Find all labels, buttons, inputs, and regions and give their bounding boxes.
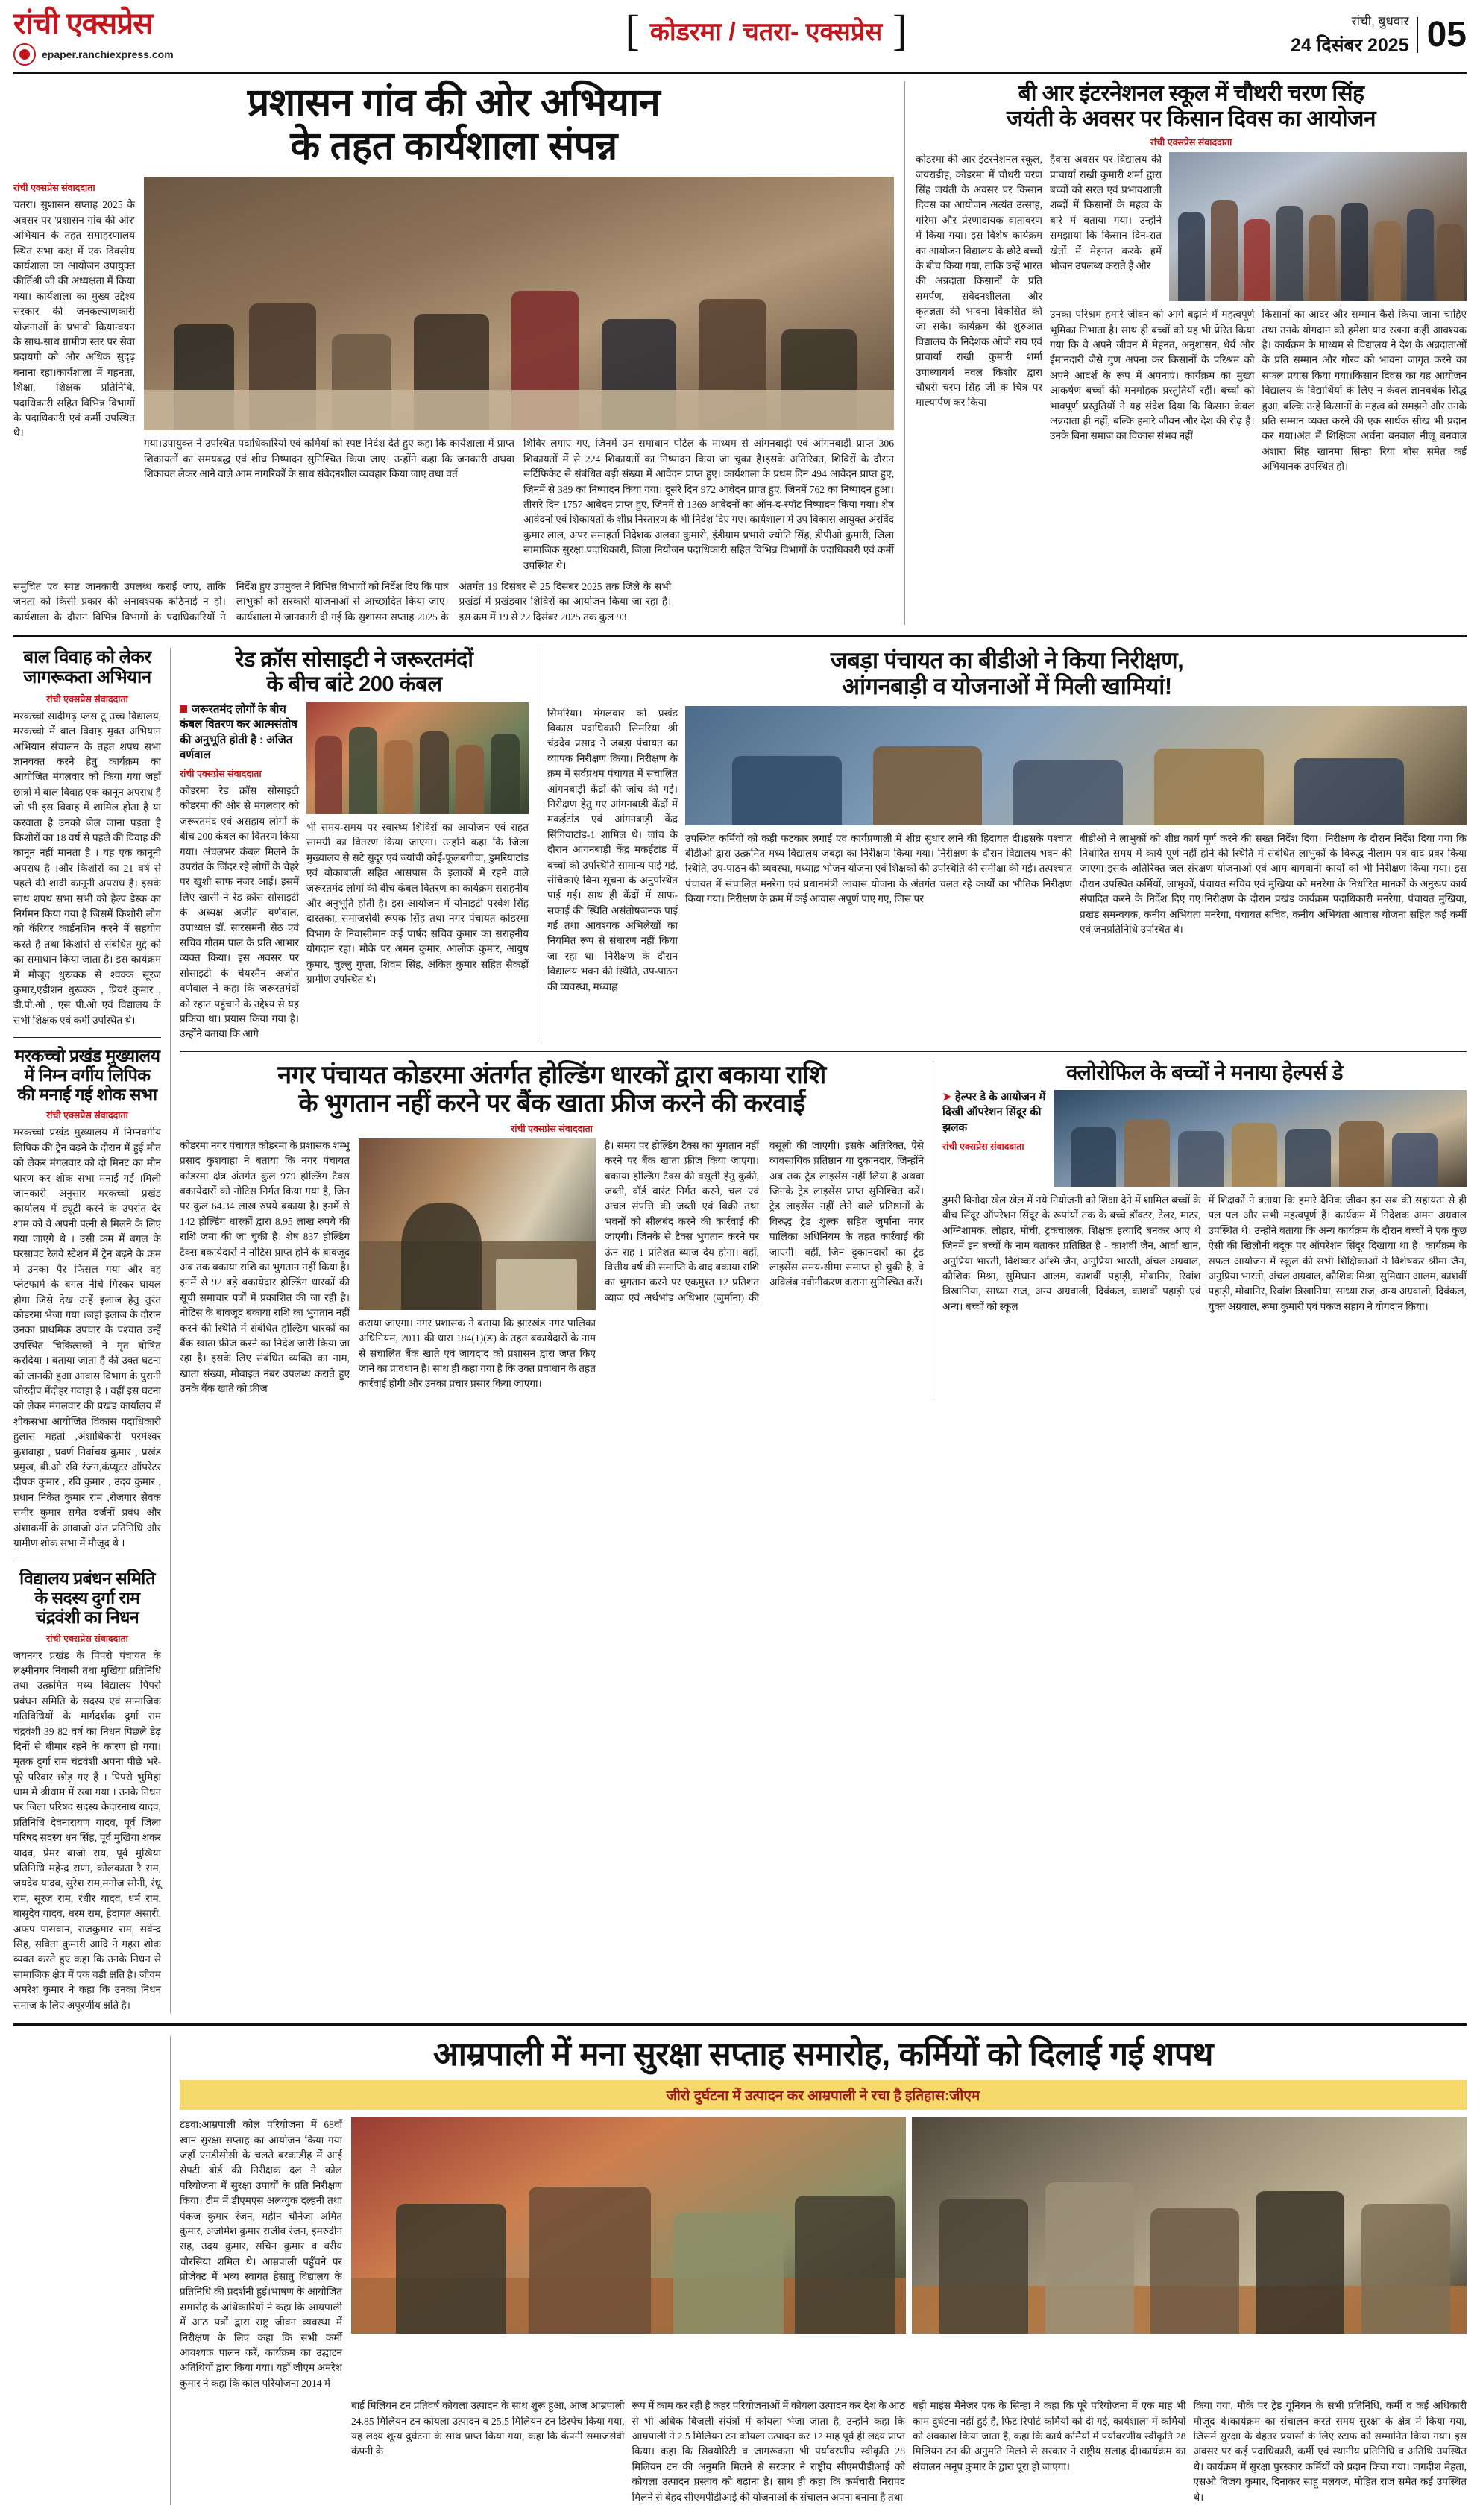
red-cross-col-1: कोडरमा रेड क्रॉस सोसाइटी कोडरमा की ओर से मंगलवार को जरूरतमंद एवं असहाय लोगों के बीच 200 कंबल का वितरण किया गया। अंचलभर कंबल मिलने के उपरांत के जिंदर रहे लोगों के चेहरे पर खुशी साफ नजर आई। इसमें लिए खासी ने रेड क्रॉस सोसाइटी के अध्यक्ष अजीत बर्णवाल, उपाध्यक्ष डॉ. सारसमनी सेठ एवं सचिव गौतम पाल के प्रति आभार व्यक्त किया। इस अवसर पर सोसाइटी के चेयरमैन अजीत वर्णवाल ने कहा कि जरूरतमंदों को रहात पहुंचाने के उद्देश्य से यह प्रकिया था। प्रयास किया गया है। उन्होंने बताया कि आगे — [180, 785, 299, 1040]
left-column — [13, 648, 170, 2013]
nagar-panchayat-story — [180, 1061, 933, 1397]
durga-ram-byline: रांची एक्सप्रेस संवाददाता — [46, 1633, 128, 1644]
logo-mark-icon — [13, 43, 36, 66]
amrapali-band: जीरो दुर्घटना में उत्पादन कर आम्रपाली ने रचा है इतिहास:जीएम — [180, 2080, 1467, 2110]
amrapali-story — [170, 2036, 1467, 2505]
top-section — [13, 81, 1467, 625]
bal-vivah-story — [13, 648, 161, 1028]
shok-sabha-headline: मरकच्चो प्रखंड मुख्यालय में निम्न वर्गीय लिपिक की मनाई गई शोक सभा — [14, 1046, 160, 1104]
bal-vivah-body: मरकच्चो सादीगढ़ प्लस टू उच्च विद्यालय, मरकच्चो में बाल विवाह मुक्त अभियान अभियान संचालन के तहत शपथ सभा ज्ञानवक्त करने हेतु कार्यक्रम का आयोजित मंगलवार को किया गया जहाँ छात्रों में बाल विवाह एक कानून अपराध है जो भी इस विवाह में शामिल होता है या करवाता है उनको जेल जाना पड़ता है किशोरों का 18 वर्ष से पहले की विवाह की कानून नहीं मानता है । यह एक कानूनी अपराध है ।और किशोरों का 21 वर्ष से पहले की शादी कानूनी अपराध है। इसके साथ शपथ सभा सभी को हेल्प डेस्क का निर्गमन किया गया है जिसमें किशोरी लोग को कॅरियर कार्डनशिन करने में सहयोग करते हैं तथा किशोरों से संबंधित मुद्दे को का समाधान किया जाता है। इस कार्यक्रम में मौजूद धुरूक्क से श्वक्क सूरज कुमार,एडीशन धुरूक्क , प्रियरं कुमार , डी.पी.ओ , एस पी.ओ एवं विद्यालय के सभी शिक्षक एवं कर्मी उपस्थित थे। — [13, 710, 161, 1026]
chlorophyll-kicker: ➤ हेल्पर डे के आयोजन में दिखी ऑपरेशन सिंदूर की झलक — [942, 1091, 1046, 1134]
date-block — [1221, 9, 1467, 57]
jabra-photo — [685, 706, 1467, 825]
shok-sabha-story — [13, 1047, 161, 1551]
br-school-photo — [1169, 152, 1467, 301]
publish-date: 24 दिसंबर 2025 — [1291, 35, 1409, 56]
br-school-col-3: उनका परिश्रम हमारे जीवन को आगे बढ़ाने में महत्वपूर्ण भूमिका निभाता है। साथ ही बच्चों को यह भी प्रेरित किया गया कि वे अपने जीवन में मेहनत, अनुशासन, धैर्य और ईमानदारी जैसे गुण अपना कर किसानों के परिश्रम को अपने आदर्श के रूप में अपनाएं। कार्यक्रम का मुख्य आकर्षण बच्चों की मनमोहक प्रस्तुतियाँ रहीं। बच्चों को भावपूर्ण प्रस्तुतियों ने यह संदेश दिया कि किसान केवल अन्नदाता ही नहीं, बल्कि हमारे जीवन और देश की रीढ़ हैं। उनके बिना समाज का विकास संभव नहीं — [1050, 309, 1255, 442]
page-number: 05 — [1417, 17, 1467, 53]
durga-ram-headline: विद्यालय प्रबंधन समिति के सदस्य दुर्गा राम चंद्रवंशी का निधन — [19, 1569, 155, 1627]
nagar-col-1: कोडरमा नगर पंचायत कोडरमा के प्रशासक शम्भु प्रसाद कुशवाहा ने बताया कि नगर पंचायत कोडरमा क्षेत्र अंतर्गत कुल 979 होल्डिंग टैक्स बकायेदारों को नोटिस निर्गत किया गया है, जिन पर कुल 64.34 लाख रुपये बकाया है। इनमें से 142 होल्डिंग धारकों द्वारा 8.95 लाख रुपये की राशि जमा की जा चुकी है। शेष 837 होल्डिंग टैक्स बकायेदारों ने नोटिस प्राप्त होने के बावजूद अब तक बकाया राशि का भुगतान नहीं किया है। इनमें से 92 बड़े बकायेदार होल्डिंग धारकों की सूची समाचार पत्रों में प्रकाशित की जा रही है। नोटिस के बावजूद बकाया राशि का भुगतान नहीं करने की स्थिति में संबंधित होल्डिंग धारकों का बैंक खाता फ्रीज करने का निर्देश जारी किया जा रहा है। इसके लिए संबंधित व्यक्ति का नाम, खाता संख्या, मोबाइल नंबर उपलब्ध कराते हुए उनके बैंक खाते को फ्रीज — [180, 1139, 350, 1395]
bullet-square-icon — [180, 705, 187, 713]
masthead — [13, 6, 1467, 74]
chlorophyll-photo — [1054, 1090, 1467, 1187]
nagar-panchayat-photo — [359, 1138, 596, 1310]
jabra-story — [538, 648, 1467, 1042]
chlorophyll-byline: रांची एक्सप्रेस संवाददाता — [942, 1141, 1024, 1152]
nagar-col-3: है। समय पर होल्डिंग टैक्स का भुगतान नहीं करने पर बैंक खाता फ्रीज किया जाएगा। बकाया होल्डिंग टैक्स की वसूली हेतु कुर्की, जब्ती, वॉर्ड वारंट निर्गत करने, चल एवं अचल संपत्ति की जब्ती एवं बिक्री तथा भवनों को सीलबंद करने की कार्रवाई की जाएगी। जिनके से टैक्स भुगतान करने पर ऊंन राह 1 प्रतिशत ब्याज देय होगा। वहीं, वित्तीय वर्ष की समाप्ति के बाद बकाया राशि का भुगतान करने पर एकमुश्त 12 प्रतिशत ब्याज एवं अर्थभांड अधिभार (जुर्माना) की वसूली की जाएगी। इसके अतिरिक्त, ऐसे व्यवसायिक प्रतिष्ठान या दुकानदार, जिन्होंने अब तक ट्रेड लाइसेंस नहीं लिया है अथवा जिनके ट्रेड लाइसेंस प्राप्त सुनिश्चित करें। ट्रेड लाइसेंस नहीं लेने वाले प्रतिष्ठानों के विरुद्ध ट्रेड शुल्क सहित जुर्माना नगर पालिका अधिनियम के तहत कार्रवाई की जाएगी। वहीं, जिन दुकानदारों का ट्रेड लाइसेंस समय-सीमा समाप्त हो चुकी है, वे अविलंब नवीनीकरण कराना सुनिश्चित करें। — [605, 1139, 924, 1303]
arrow-right-icon: ➤ — [942, 1091, 955, 1104]
red-cross-kicker: जरूरतमंद लोगों के बीच कंबल वितरण कर आत्मसंतोष की अनुभूति होती है : अजित वर्णवाल — [180, 703, 297, 761]
bottom-section — [13, 2036, 1467, 2505]
red-cross-photo — [306, 702, 529, 814]
shok-sabha-byline: रांची एक्सप्रेस संवाददाता — [46, 1110, 128, 1121]
center-right-column — [170, 648, 1467, 2013]
lead-headline: प्रशासन गांव की ओर अभियान के तहत कार्यशाला संपन्न — [247, 81, 661, 168]
red-cross-headline: रेड क्रॉस सोसाइटी ने जरूरतमंदों के बीच बांटे 200 कंबल — [235, 648, 473, 696]
bracket-right-icon: ] — [892, 6, 907, 54]
br-school-story — [904, 81, 1467, 625]
nagar-panchayat-headline: नगर पंचायत कोडरमा अंतर्गत होल्डिंग धारकों द्वारा बकाया राशि के भुगतान नहीं करने पर बैंक खाता फ्रीज करने की करवाई — [277, 1060, 826, 1118]
chlorophyll-col-2: में शिक्षकों ने बताया कि हमारे दैनिक जीवन इन सब की सहायता से ही पल पल और सभी महत्वपूर्ण हैं। कार्यक्रम में निदेशक अमन अग्रवाल उपस्थित थे। उन्होंने बताया कि अन्य कार्यक्रम के दौरान बच्चों ने एक कुछ ऐसी की खिलौनी बंदूक पर ऑपरेशन सिंदूर दिखाया था है। कार्यक्रम के सफल आयोजन में स्कूल की सभी शिक्षिकाओं ने विशेषकर श्रीमा जैन, अनुप्रिया भारती, अंचल अग्रवाल, कौशिक मिश्रा, सुमिधान आलम, काशवीं पहाड़ी, मोबानिर, रिवांश त्रिखानिया, साध्या राज, अन्य अग्रवाली, दिवंकल, युक्त अग्रवाल, रूमा कुमारी एवं पंकज सहाय ने योगदान किया। — [1208, 1194, 1467, 1312]
amrapali-col-4: बड़ी माइंस मैनेजर एक के सिन्हा ने कहा कि पूरे परियोजना में एक माह भी काम दुर्घटना नहीं हुई है, फिट रिपोर्ट कर्मियों को दी गई, कार्यशाला में कर्मियों को अवकाश किया जाता है, कहा कि कार्य कर्मियों में पर्यावरणीय स्वीकृति 28 मिलियन टन की अनुमति मिलने से सरकार ने राष्ट्रीय सलाह दी।कार्यक्रम का संचालन अनूप कुमार के द्वारा पूरा हो जाएगा। — [913, 2400, 1186, 2472]
jabra-headline: जबड़ा पंचायत का बीडीओ ने किया निरीक्षण, आंगनबाड़ी व योजनाओं में मिली खामियां! — [830, 647, 1184, 699]
red-cross-byline: रांची एक्सप्रेस संवाददाता — [180, 769, 262, 780]
amrapali-col-1: टंडवा:आम्रपाली कोल परियोजना में 68वाँ खान सुरक्षा सप्ताह का आयोजन किया गया जहाँ एनडीसीसी के चलते बरकाडीह में आई सेफ्टी बोर्ड की निरीक्षक दल ने कोल परियोजना में सुरक्षा उपायों के प्रति निरीक्षण किया। टीम में डीएमएस अलग्युक दल्हनी तथा पंकज कुमार रंजन, महीन चौनेजा अमित कुमार, अजोमेश कुमार राजीव रंजन, इमरुदीन राह, उदय कुमार, सचिन कुमार व वरीय चौरसिया शमिल थे। आम्रपाली पहुँचने पर प्रोजेक्ट में भव्य स्वागत हेसातु विद्यालय के प्रतिनिधि की प्रदर्शनी हुई।भाषण के आयोजित समारोह के अधिकारियों ने कहा कि आम्रपाली में आठ पत्रों द्वारा राष्ट्र जीवन व्यवस्था में निरीक्षण के लिए कहा कि सभी कर्मी आवश्यक पालन करें, कार्यक्रम का उद्घाटन अतिथियों द्वारा किया गया। यहाँ जीएम अमरेश कुमार ने कहा कि कोल परियोजना 2014 में — [180, 2119, 342, 2389]
br-school-col-4: किसानों का आदर और सम्मान कैसे किया जाना चाहिए तथा उनके योगदान को हमेशा याद रखना कहीं आवश्यक है। कार्यक्रम के माध्यम से विद्यालय ने देश के अन्नदाताओं के प्रति सम्मान और गौरव को भावना जागृत करने का सफल प्रयास किया गया।किसान दिवस का यह आयोजन विद्यालय के विद्यार्थियों के लिए न केवल ज्ञानवर्धक सिद्ध हुआ, बल्कि उन्हें किसानों के महत्व को समझने और उनके प्रति सम्मान व्यक्त करने की एक सार्थक सीख भी प्रदान कर गया।अंत में शिक्षिका अर्चना बनवाल नीलू बनवाल अंशारा सिंह खानमा सिन्हा रिया बोस समेत कई अभियानक उपस्थित हो। — [1262, 309, 1467, 473]
edition-banner — [312, 6, 1221, 54]
bal-vivah-byline: रांची एक्सप्रेस संवाददाता — [46, 693, 128, 705]
amrapali-col-5: किया गया, मौके पर ट्रेड यूनियन के सभी प्रतिनिधि, कर्मी व कई अधिकारी मौजूद थे।कार्यक्रम का संचालन करते समय सुरक्षा के क्षेत्र में किया गया, जिसमें सुरक्षा के बेहतर प्रयासों के लिए स्टाफ को सम्मानित किया गया। इस अवसर पर कई पदाधिकारी, कर्मी एवं स्थानीय प्रतिनिधि व अतिथि उपस्थित थे। कार्यक्रम में सुरक्षा पुरस्कार कर्मियों को प्रदान किया गया। जगदीश मेहता, एसओ विजय कुमार, दिनाकर साहू मलयज, मोहित राज समेत कई उपस्थित थे। — [1193, 2400, 1467, 2503]
nagar-col-2: कराया जाएगा। नगर प्रशासक ने बताया कि झारखंड नगर पालिका अधिनियम, 2011 की धारा 184(1)(ङ) के तहत बकायेदारों के नाम से संचालित बैंक खाते एवं जायदाद को प्रशासन द्वारा जप्त किए जाने का प्रावधान है। साथ ही कहा गया है कि उक्त प्रवाधान के तहत कार्रवाई होगी और उनका प्रचार प्रसार किया जाएगा। — [359, 1317, 596, 1390]
shok-sabha-body: मरकच्चो प्रखंड मुख्यालय में निम्नवर्गीय लिपिक की ट्रेन बढ़ने के दौरान में हुई मौत को लेकर मंगलवार को दो मिनट का मौन धारण कर शोक सभा मनाई गई ।मिली जानकारी अनुसार मरकच्चो प्रखंड कार्यालय में ड्यूटी करने के उपरांत देर शाम को वे अपनी पत्नी से मिलने के लिए गया जाएगे थे । उसी क्रम में बगल के घरसावट रेलवे स्टेशन में ट्रेन बढ़ने के क्रम में उनका पैर फिसल गया और वह प्लेटफार्म के बगल नीचे गिरकर घायल होगा जिसे देख उन्हें इलाज हेतु तुरंत कोडरमा भेजा गया ।जहां इलाज के दौरान उनका प्राथमिक उपचार के पश्चात उन्हें उपस्थित चिकित्सकों ने मृत घोषित करदिया । बताया जाता है की उक्त घटना को जानकी हुआ आवास विभाग के पुरानी जोरदीप मेंदोहर गवाहा है । वहीं इस घटना को लेकर मंगलवार की प्रखंड कार्यालय में शोकसभा आयोजित विकास पदाधिकारी हुलास महतो ,अंशाधिकारी परमेश्वर कुशवाहा , प्रवर्ण निर्वाचय कुमार , प्रखंड प्रमुख, बी.ओ रवि रंजन,कंप्यूटर ऑपरेटर दीपक कुमार , रवि कुमार , उदय कुमार , प्रधान निकेत कुमार राम ,रोजगार सेवक समीर कुमार समेत दर्जनों प्रवंध और अंशाकर्मी के आवाजो अंत प्रतिनिधि और ग्रामीण शोक सभा में मौजूद थे । — [13, 1127, 161, 1549]
bal-vivah-headline: बाल विवाह को लेकर जागरूकता अभियान — [23, 647, 151, 688]
br-school-col-1: कोडरमा की आर इंटरनेशनल स्कूल, जयराडीह, कोडरमा में चौधरी चरण सिंह जयंती के अवसर पर किसान दिवस का आयोजन अत्यंत उत्साह, गरिमा और प्रेरणादायक वातावरण में किया गया। इस विशेष कार्यक्रम का आयोजन विद्यालय के छोटे बच्चों के बीच किया गया, ताकि उन्हें भारत की अन्नदाता किसानों के प्रति समर्पण, संवेदनशीलता और कृतज्ञता की भावना विकसित की जा सके। कार्यक्रम की शुरुआत विद्यालय के निदेशक ओपी राय एवं प्राचार्या राखी कुमारी शर्मा उपाध्यायर्थ नवल किशोर द्वारा चौधरी चरण सिंह जी के चित्र पर माल्यार्पण कर किया — [916, 154, 1042, 409]
red-cross-col-2: भी समय-समय पर स्वास्थ्य शिविरों का आयोजन एवं राहत सामग्री का वितरण किया जाएगा। उन्होंने कहा कि जिला मुख्यालय से सटे सुदूर एवं ज्यांची कोई-फूलबगीचा, डुमरियाटांड एवं बोकाबाली सहित आसपास के इलाकों में रहने वाले जरूरतमंद लोगों की बीच कंबल वितरण का कार्यक्रम सराहनीय और अनुभूति होती है। इस आयोजन में योनाइटी परवेश सिंह दास्तका, समाजसेवी रूपक सिंह तथा नगर पंचायत कोडरमा विभाग के निवासीमान कई पार्षद सचिव कुमार का सराहनीय योगदान रहा। मौके पर अमन कुमार, आलोक कुमार, आयुष कुमार, चुल्लु गुप्ता, शिवम सिंह, अंकित कुमार सहित सैकड़ों ग्रामीण उपस्थित थे। — [306, 822, 529, 985]
nagar-panchayat-byline: रांची एक्सप्रेस संवाददाता — [511, 1123, 593, 1134]
chlorophyll-col-1: डुमरी विनोदा खेल खेल में नये नियोजनी को शिक्षा देने में शामिल बच्चों के बीच सिंदूर ऑपरेशन सिंदूर के रूपांयों तक के बच्चे डॉक्टर, टेलर, माटर, अग्निशामक, लोहार, मोची, ट्रकचालक, शिक्षक इत्यादि बनकर आए थे जिनमें इन बच्चों के नाम बताकर प्रतिष्ठित है - काशवीं जैन, आर्वा खान, अनुप्रिया भारती, विशेष्कर अश्मि जैन, अनुप्रिया भारती, अंचल अग्रवाल, कौशिक मिश्रा, सुमिधान आलम, काशवीं पहाड़ी, मोबानिर, रिवांश त्रिखानिया, साध्या राज, अन्य अग्रवाली, दिवंकल, काशवीं पहाड़ी एवं अन्य। बच्चों को स्कूल — [942, 1194, 1201, 1312]
lead-col-1: चतरा। सुशासन सप्ताह 2025 के अवसर पर 'प्रशासन गांव की ओर' अभियान के तहत समाहरणालय स्थित सभा कक्ष में एक दिवसीय कार्यशाला का आयोजन उपायुक्त कीर्तिश्री जी की अध्यक्षता में किया गया। कार्यशाला का मुख्य उद्देश्य सरकार की जनकल्याणकारी योजनाओं के प्रभावी क्रियान्वयन के साथ-साथ ग्रामीण स्तर पर सेवा प्रदायगी को और अधिक सुदृढ़ बनाना रहा।कार्यशाला में गहनता, शिक्षा, शिक्षक प्रतिनिधि, पदाधिकारी सहित विभिन्न विभागों के पदाधिकारी एवं कर्मी उपस्थित थे। — [13, 199, 135, 439]
lead-col-3: शिविर लगाए गए, जिनमें उन समाधान पोर्टल के माध्यम से आंगनबाड़ी एवं आंगनबाड़ी प्राप्त 306 शिकायतों में से 224 शिकायतों का निष्पादन किया जा चुका है।इसके अतिरिक्त, शिविरों के दौरान सर्टिफिकेट से संबंधित बड़ी संख्या में आवेदन प्राप्त हुए। कार्यशाला के प्रथम दिन 494 आवेदन प्राप्त हुए, जिनमें से 389 का निष्पादन किया गया। दूसरे दिन 972 आवेदन प्राप्त हुए, जिनमें 762 का निष्पादन हुआ। तीसरे दिन 1757 आवेदन प्राप्त हुए, जिनमें से 1369 आवेदनों का ऑन-द-स्पॉट निष्पादन किया गया। शेष आवेदनों एवं शिकायतों के शीघ्र निस्तारण के भी निर्देश दिए गए। कार्यशाला में उप विकास आयुक्त अरविंद कुमार लाल, अपर समाहर्ता निदेशक अलका कुमारी, इंडीग्राम प्रभारी ज्योति सिंह, डीपीओ कुमारी, जिला सामाजिक सुरक्षा पदाधिकारी, जिला नियोजन पदाधिकारी सहित विभिन्न विभागों के पदाधिकारी एवं कर्मी उपस्थित थे। — [523, 438, 894, 571]
row-redcross-jabra — [180, 648, 1467, 1042]
lead-story — [13, 81, 904, 625]
bracket-left-icon: [ — [625, 6, 640, 54]
lead-footer-text: समुचित एवं स्पष्ट जानकारी उपलब्ध कराई जाए, ताकि जनता को किसी प्रकार की अनावश्यक कठिनाई न हो।कार्यशाला के दौरान विभिन्न विभागों के पदाधिकारियों ने निर्देश हुए उपमुक्त ने विभिन्न विभागों को निर्देश दिए कि पात्र लाभुकों को सरकारी योजनाओं से आच्छादित किया जाए।कार्यशाला में जानकारी दी गई कि सुशासन सप्ताह 2025 के अंतर्गत 19 दिसंबर से 25 दिसंबर 2025 तक जिले के सभी प्रखंडों में प्रखंडवार शिविरों का आयोजन किया जा रहा है। इस क्रम में 19 से 22 दिसंबर 2025 तक कुल 93 — [13, 580, 672, 623]
amrapali-headline: आम्रपाली में मना सुरक्षा सप्ताह समारोह, कर्मियों को दिलाई गई शपथ — [433, 2035, 1213, 2073]
lead-photo — [144, 177, 894, 430]
bottom-left-spacer — [13, 2036, 170, 2505]
br-school-headline: बी आर इंटरनेशनल स्कूल में चौथरी चरण सिंह जयंती के अवसर पर किसान दिवस का आयोजन — [1006, 81, 1376, 131]
amrapali-col-2: बाई मिलियन टन प्रतिवर्ष कोयला उत्पादन के साथ शुरू हुआ, आज आम्रपाली 24.85 मिलियन टन कोयला उत्पादन व 25.5 मिलियन टन डिस्पेच किया गया, यह लक्ष्य शून्य दुर्घटना के साथ प्राप्त किया गया, कहा कि कंपनी समाजसेवी कंपनी के — [351, 2400, 625, 2457]
jabra-col-1: सिमरिया। मंगलवार को प्रखंड विकास पदाधिकारी सिमरिया श्री चंद्रदेव प्रसाद ने जबड़ा पंचायत का व्यापक निरीक्षण किया। निरीक्षण के क्रम में सर्वप्रथम पंचायत में संचालित आंगनबाड़ी केंद्रों की जांच की गई।निरीक्षण हेतु गए आंगनबाड़ी केंद्रों में मकईटांड एवं आंगनबाड़ी केंद्र सिंगियाटांड-1 शामिल थे। जांच के दौरान आंगनबाड़ी केंद्र मकईटांड में बच्चों की उपस्थिति सामान्य पाई गई, संचिकाएं बिना सूचना के अनुपस्थित पाई गई। साथ ही केंद्रों में साफ-सफाई की स्थिति असंतोषजनक पाई गई तथा आवश्यक अभिलेखों का नियमित रूप से संधारण नहीं किया जा रहा था। निरीक्षण के दौरान विद्यालय भवन की स्थिति, उप-पाठन की व्यवस्था, मध्याह्न — [547, 707, 678, 992]
jabra-col-3: बीडीओ ने लाभुकों को शीघ्र कार्य पूर्ण करने की सख्त निर्देश दिया। निरीक्षण के दौरान निर्देश दिया गया कि निर्धारित समय में कार्य पूर्ण नहीं होने की स्थिति में संबंधित लाभुकों के विरुद्ध नीलाम पत्र वाद प्रवर किया जाएगा।इसके अतिरिक्त जल संरक्षण योजनाओं एवं आम बागवानी कार्यों को भी निरीक्षण किया गया। इस दौरान उपस्थित कर्मियों, लाभुकों, पंचायत सचिव एवं मुखिया को मनरेगा के निर्धारित मानकों के अनुरूप कार्य संपादित करने के निर्देश दिए गए।निरीक्षण के दौरान प्रखंड कार्यक्रम पदाधिकारी मनरेगा, पंचायत मुखिया, प्रखंड समन्वयक, कनीय अभियंता मनरेगा, पंचायत सचिव, कनीय अभियंता आवास योजना सहित कई कर्मी एवं जनप्रतिनिधि उपस्थित थे। — [1080, 832, 1467, 935]
jabra-col-2: उपस्थित कर्मियों को कड़ी फटकार लगाई एवं कार्यप्रणाली में शीघ्र सुधार लाने की हिदायत दी।इसके पश्चात बीडीओ द्वारा उत्क्रमित मध्य विद्यालय जबड़ा का निरीक्षण किया गया। निरीक्षण के दौरान विद्यालय भवन की स्थिति, उप-पाठन की व्यवस्था, मध्याह्न भोजन योजना एवं शिक्षकों की उपस्थिति की समीक्षा की गई। तत्पश्चात पंचायत में संचालित मनरेगा एवं प्रधानमंत्री आवास योजना के अंतर्गत चलत रहे कार्यों का भौतिक निरीक्षण किया गया। निरीक्षण के क्रम में कई आवास अपूर्ण पाए गए, जिस पर — [685, 832, 1072, 905]
lead-col-2: गया।उपायुक्त ने उपस्थित पदाधिकारियों एवं कर्मियों को स्पष्ट निर्देश देते हुए कहा कि कार्यशाला में प्राप्त शिकायतों का समयबद्ध एवं शीघ्र निष्पादन सुनिश्चित किया जाए। उन्होंने कहा कि जनकारी अथवा शिकायत लेकर आने वाले आम नागरिकों के साथ संवेदनशील व्यवहार किया जाए तथा वर्त — [144, 438, 514, 480]
publication-logo[interactable] — [13, 9, 312, 66]
edition-name: कोडरमा / चतरा- एक्सप्रेस — [649, 18, 883, 47]
amrapali-col-3: रूप में काम कर रही है कहर परियोजनाओं में कोयला उत्पादन कर देश के आठ से भी अधिक बिजली संयंत्रों में कोयला भेजा जाता है, उन्होंने कहा कि आम्रपाली ने 2.5 मिलियन टन कोयला उत्पादन कर 12 माह पूर्व ही लक्ष्य प्राप्त किया। कहा कि सिक्योरिटी व जागरूकता भी पर्यावरणीय स्वीकृति 28 मिलियन टन की अनुमति मिलने से सरकार ने राष्ट्रीय सीएमपीडीआई को कोयला उत्पादन प्रस्ताव को बढ़ाना है। साथ ही कहा कि कर्मचारी निरापद मिलने से बेहद सीएमपीडीआई की योजनाओं के संचालन अपना बनाना है तथा — [632, 2400, 905, 2503]
red-cross-story — [180, 648, 538, 1042]
durga-ram-story — [13, 1569, 161, 2013]
br-school-col-2: हैवास अवसर पर विद्यालय की प्राचार्यां राखी कुमारी शर्मा द्वारा बच्चों को सरल एवं प्रभावशाली शब्दों में किसानों के महत्व के बारे में बताया गया। उन्होंने समझाया कि किसान दिन-रात खेतों में मेहनत करके हमें भोजन उपलब्ध कराते हैं और — [1050, 154, 1162, 271]
epaper-url[interactable]: epaper.ranchiexpress.com — [42, 48, 174, 60]
br-school-byline: रांची एक्सप्रेस संवाददाता — [1150, 137, 1232, 148]
lead-byline: रांची एक्सप्रेस संवाददाता — [13, 183, 95, 194]
publication-title: रांची एक्सप्रेस — [13, 7, 153, 40]
row-nagar-chloro — [180, 1061, 1467, 1397]
durga-ram-body: जयनगर प्रखंड के पिपरो पंचायत के लक्ष्मीनगर निवासी तथा मुखिया प्रतिनिधि तथा उत्क्रमित मध्य विद्यालय पिपरो प्रबंधन समिति के सदस्य एवं सामाजिक गतिविधियों के मार्गदर्शक दुर्गा राम चंद्रवंशी 39 82 वर्ष का निधन पिछले डेढ़ दिनों से बीमार रहने के कारण हो गया। मृतक दुर्गा राम चंद्रवंशी अपना पीछे भरे-पूरे परिवार छोड़ गए हैं । पिपरो भुमिहा धाम में श्रीधाम में रखा गया । उनके निधन पर जिला परिषद सदस्य केदारनाथ यादव, प्रतिनिधि देवनारायण यादव, पूर्व जिला परिषद सदस्य धन सिंह, पूर्व मुखिया शंकर यादव, प्रेमर बाजो राय, पूर्व मुखिया प्रतिनिधि महेन्द्र राणा, कोलकाता रै राम, जयदेव यादव, सुरेश राम,मनोज सोनी, रंधू राम, सूरज राम, रंधीर यादव, धर्म राम, बासुदेव यादव, धरम राम, हेदायत अंसारी, अफप पासवान, राजकुमार राम, सर्वेन्द्र सिंह, सविता कुमारी आदि ने गहरा शोक व्यक्त करते हुए कहा कि उनके निधन से सामाजिक क्षेत्र में एक बड़ी क्षति है। जीवम अमरेश कुमार ने कहा कि उनका निधन समाज के लिए अपूरणीय क्षति है। — [13, 1649, 161, 2011]
amrapali-photo-2 — [912, 2117, 1467, 2334]
amrapali-photo-1 — [351, 2117, 906, 2334]
chlorophyll-story — [933, 1061, 1467, 1397]
chlorophyll-headline: क्लोरोफिल के बच्चों ने मनाया हेल्पर्स डे — [1065, 1060, 1344, 1084]
middle-section — [13, 648, 1467, 2013]
city-day: रांची, बुधवार — [1351, 14, 1409, 28]
